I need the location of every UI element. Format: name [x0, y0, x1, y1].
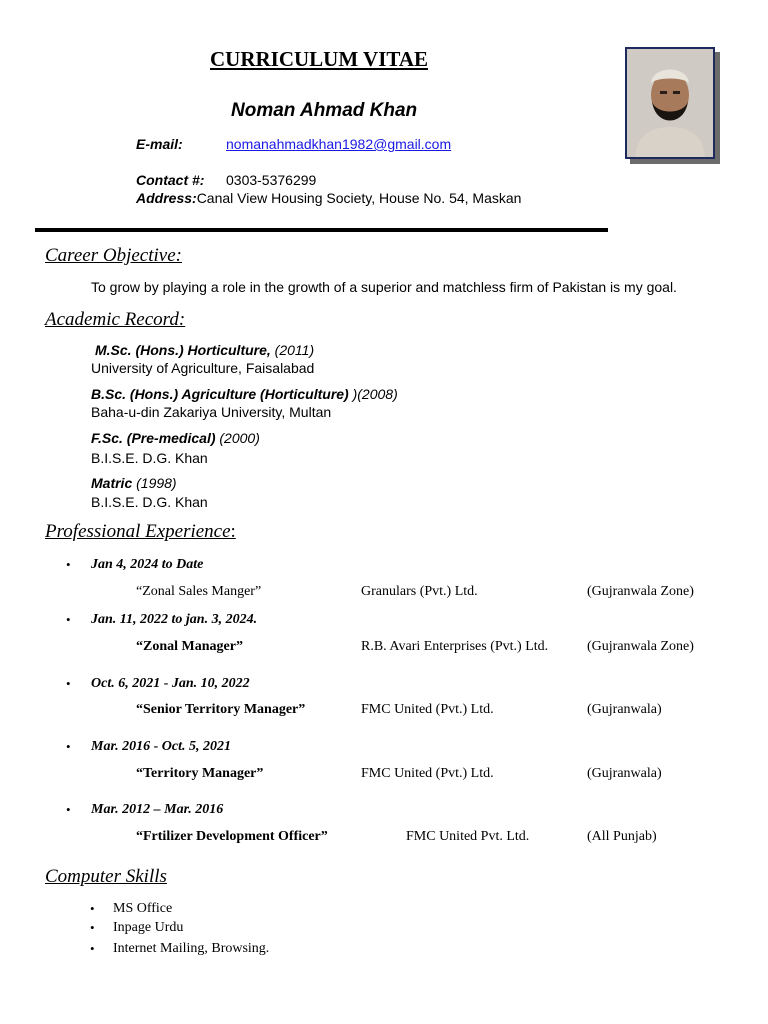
degree-name: B.Sc. (Hons.) Agriculture (Horticulture)	[91, 386, 349, 402]
degree-year: (2011)	[270, 342, 315, 358]
job-company: FMC United Pvt. Ltd.	[406, 829, 530, 844]
job-title: “Zonal Sales Manger”	[136, 584, 262, 599]
bullet-icon: •	[90, 901, 95, 916]
job-company: FMC United (Pvt.) Ltd.	[361, 702, 494, 717]
contact-number: 0303-5376299	[226, 172, 317, 188]
document-title: CURRICULUM VITAE	[210, 47, 428, 71]
job-zone: (Gujranwala)	[587, 702, 662, 717]
job-date: Mar. 2012 – Mar. 2016	[91, 802, 224, 817]
degree-year: (1998)	[132, 475, 177, 491]
job-title: “Zonal Manager”	[136, 639, 243, 654]
job-company: R.B. Avari Enterprises (Pvt.) Ltd.	[361, 639, 549, 654]
job-title: “Frtilizer Development Officer”	[136, 829, 328, 844]
academic-record-heading: Academic Record:	[45, 309, 186, 330]
skill-item: Inpage Urdu	[113, 920, 184, 935]
career-objective-heading: Career Objective:	[45, 245, 182, 266]
skill-item: Internet Mailing, Browsing.	[113, 941, 270, 956]
career-objective-text: To grow by playing a role in the growth of a superior and matchless firm of Pakistan is my goal.	[91, 279, 677, 295]
job-zone: (Gujranwala Zone)	[587, 639, 694, 654]
bullet-icon: •	[66, 802, 71, 817]
bullet-icon: •	[66, 557, 71, 572]
job-company: FMC United (Pvt.) Ltd.	[361, 766, 494, 781]
address-line	[136, 190, 521, 208]
experience-heading-text: Professional Experience	[45, 521, 231, 542]
experience-heading-colon: :	[230, 521, 236, 542]
email-link[interactable]: nomanahmadkhan1982@gmail.com	[226, 136, 452, 152]
job-company: Granulars (Pvt.) Ltd.	[361, 584, 478, 599]
bullet-icon: •	[66, 739, 71, 754]
degree-name: M.Sc. (Hons.) Horticulture,	[95, 342, 271, 358]
job-zone: (All Punjab)	[587, 829, 657, 844]
degree-name: F.Sc. (Pre-medical)	[91, 430, 216, 446]
bullet-icon: •	[66, 676, 71, 691]
job-zone: (Gujranwala Zone)	[587, 584, 694, 599]
skill-item: MS Office	[113, 901, 173, 916]
job-title: “Territory Manager”	[136, 766, 264, 781]
degree-year: )(2008)	[348, 386, 398, 402]
degree-institution: B.I.S.E. D.G. Khan	[91, 494, 208, 510]
job-title: “Senior Territory Manager”	[136, 702, 306, 717]
profile-photo	[625, 47, 715, 159]
degree-name: Matric	[91, 475, 133, 491]
degree-line	[91, 430, 260, 446]
degree-year: (2000)	[215, 430, 260, 446]
degree-institution: University of Agriculture, Faisalabad	[91, 360, 315, 376]
address-value: Canal View Housing Society, House No. 54, Maskan	[196, 190, 522, 206]
degree-institution: Baha-u-din Zakariya University, Multan	[91, 404, 332, 420]
professional-experience-heading	[45, 521, 236, 543]
candidate-name: Noman Ahmad Khan	[231, 100, 418, 121]
job-date: Jan. 11, 2022 to jan. 3, 2024.	[91, 612, 258, 627]
header-divider	[35, 228, 608, 232]
email-label: E-mail:	[136, 136, 183, 152]
job-zone: (Gujranwala)	[587, 766, 662, 781]
degree-institution: B.I.S.E. D.G. Khan	[91, 450, 208, 466]
job-date: Mar. 2016 - Oct. 5, 2021	[91, 739, 231, 754]
degree-line	[91, 386, 398, 402]
address-label: Address:	[136, 190, 197, 206]
job-date: Jan 4, 2024 to Date	[91, 557, 204, 572]
person-portrait-icon	[627, 49, 713, 157]
job-date: Oct. 6, 2021 - Jan. 10, 2022	[91, 676, 250, 691]
bullet-icon: •	[90, 941, 95, 956]
bullet-icon: •	[66, 612, 71, 627]
computer-skills-heading: Computer Skills	[45, 866, 167, 887]
degree-line	[95, 342, 314, 358]
degree-line	[91, 475, 177, 491]
bullet-icon: •	[90, 920, 95, 935]
contact-label: Contact #:	[136, 172, 205, 188]
